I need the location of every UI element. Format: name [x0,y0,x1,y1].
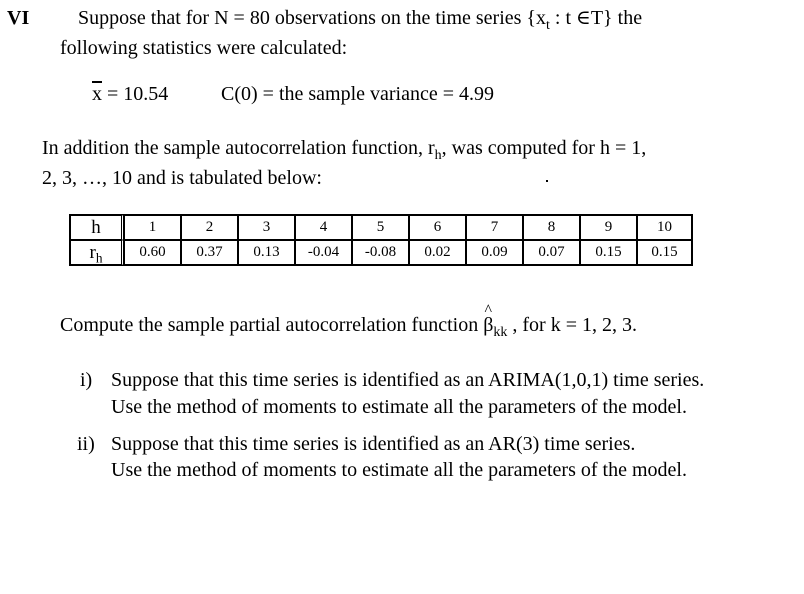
acf-row-header [70,240,124,265]
question-intro-line2: following statistics were calculated: [60,37,348,59]
lag-cell: 4 [295,215,352,240]
subquestion-line2: Use the method of moments to estimate all the parameters of the model. [111,396,687,418]
intro-subscript: t [546,17,550,33]
mean-symbol: $\overline{x}$ [92,83,102,105]
mean-statistic [92,82,168,106]
lag-cell: 7 [466,215,523,240]
acf-value-cell: 0.13 [238,240,295,265]
pacf-text-a: Compute the sample partial autocorrelation function [60,314,484,336]
acf-value-cell: -0.04 [295,240,352,265]
stray-dot [546,180,548,182]
acf-text-b: , was computed for h = 1, [441,137,647,159]
lag-cell: 8 [523,215,580,240]
beta-hat-symbol [483,301,494,337]
acf-value-cell: 0.07 [523,240,580,265]
acf-value-cell: 0.15 [580,240,637,265]
lag-cell: 2 [181,215,238,240]
acf-value-row [70,240,692,265]
acf-value-cell: 0.15 [637,240,692,265]
variance-statistic: C(0) = the sample variance = 4.99 [221,83,495,105]
subquestion-line1: Suppose that this time series is identified as an ARIMA(1,0,1) time series. [111,369,705,391]
mean-value: = 10.54 [102,83,169,105]
lag-row [70,215,692,240]
lag-row-header: h [70,215,124,240]
pacf-task [60,301,637,340]
acf-value-cell: 0.60 [124,240,181,265]
subquestion-line1: Suppose that this time series is identified as an AR(3) time series. [111,433,636,455]
subquestion-label: i) [80,369,93,391]
lag-cell: 3 [238,215,295,240]
acf-row-header-sub: h [95,250,103,266]
subquestion-label: ii) [77,433,95,455]
acf-paragraph-line1 [42,136,647,163]
lag-cell: 6 [409,215,466,240]
acf-value-cell: 0.09 [466,240,523,265]
intro-text-b: : t ∈T} the [549,7,643,29]
acf-value-cell: -0.08 [352,240,409,265]
acf-table [69,214,693,266]
question-intro-line1 [78,6,643,33]
lag-cell: 10 [637,215,692,240]
hat-accent: ^ [484,301,493,319]
acf-text-a: In addition the sample autocorrelation function, r [42,137,435,159]
acf-value-cell: 0.02 [409,240,466,265]
subquestion-line2: Use the method of moments to estimate all the parameters of the model. [111,459,687,481]
acf-value-cell: 0.37 [181,240,238,265]
beta-symbol: β [483,314,494,336]
pacf-text-b: , for k = 1, 2, 3. [507,314,637,336]
lag-cell: 5 [352,215,409,240]
beta-subscript: kk [493,324,508,340]
acf-subscript: h [434,147,442,163]
intro-text-a: Suppose that for N = 80 observations on the time series {x [78,7,547,29]
acf-paragraph-line2: 2, 3, …, 10 and is tabulated below: [42,167,322,189]
acf-row-header-symbol: r [89,241,96,263]
question-number: VI [7,7,30,29]
lag-cell: 9 [580,215,637,240]
lag-cell: 1 [124,215,181,240]
